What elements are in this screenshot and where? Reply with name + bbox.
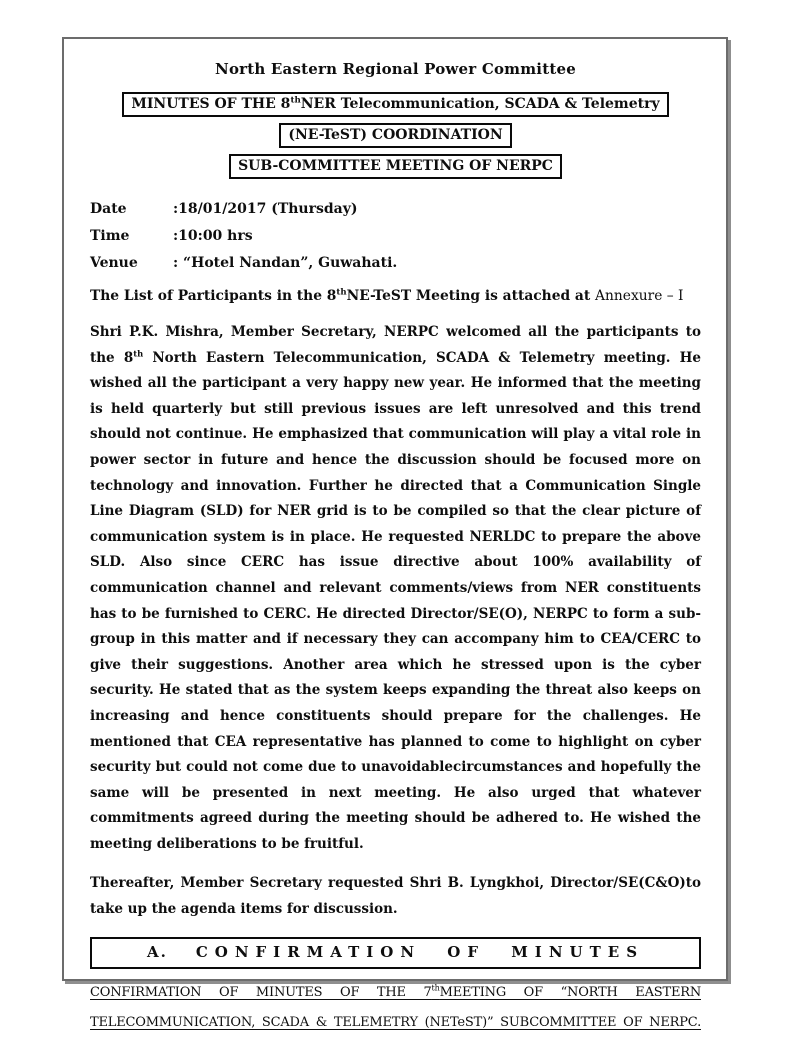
date-value: :18/01/2017 (Thursday) xyxy=(173,201,358,217)
ordinal-superscript: th xyxy=(290,95,301,106)
subheading-post: MEETING OF “NORTH EASTERN TELECOMMUNICATION, SCADA & TELEMETRY (NETeST)” SUBCOMMITTEE OF NERPC. xyxy=(90,984,701,1030)
section-a-prefix: A. xyxy=(146,942,168,961)
document-page xyxy=(62,37,728,1030)
venue-label: Venue xyxy=(90,255,138,271)
annexure-reference: Annexure – I xyxy=(595,288,684,304)
time-value: :10:00 hrs xyxy=(173,228,253,244)
section-a-heading-box xyxy=(90,937,701,969)
meta-row-venue xyxy=(90,250,701,277)
agenda-request-paragraph: Thereafter, Member Secretary requested Shri B. Lyngkhoi, Director/SE(C&O)to take up the agenda items for discussion. xyxy=(90,875,701,918)
org-title: North Eastern Regional Power Committee xyxy=(215,60,576,78)
meta-row-time xyxy=(90,223,701,250)
title-block xyxy=(90,92,701,179)
ordinal-superscript: th xyxy=(336,287,347,298)
participants-pre: The List of Participants in the 8 xyxy=(90,288,337,304)
minutes-title-post: NER Telecommunication, SCADA & Telemetry xyxy=(300,96,660,112)
meeting-meta xyxy=(90,196,701,277)
opening-paragraph-pre: Shri P.K. Mishra, Member Secretary, NERPC welcomed all the participants to the 8 xyxy=(90,324,701,366)
minutes-title-pre: MINUTES OF THE 8 xyxy=(131,96,291,112)
participants-line xyxy=(90,288,701,304)
participants-mid: NE-TeST Meeting is attached at xyxy=(346,288,596,304)
subcommittee-title-box: SUB-COMMITTEE MEETING OF NERPC xyxy=(229,154,562,179)
ordinal-superscript: th xyxy=(133,348,144,359)
minutes-title-box xyxy=(122,92,668,117)
section-a-label: CONFIRMATION OF MINUTES xyxy=(195,942,645,961)
opening-paragraph xyxy=(90,320,701,857)
opening-paragraph-post: North Eastern Telecommunication, SCADA & Telemetry meeting. He wished all the participant a very happy new year. He informed that the meeting is held quarterly but still previous issues are left unresolved and this trend should not continue. He emphasized that communication will play a vital role in power sector in future and hence the discussion should be focused more on technology and innovation. Further he directed that a Communication Single Line Diagram (SLD) for NER grid is to be compiled so that the clear picture of communication system is in place. He requested NERLDC to prepare the above SLD. Also since CERC has issue directive about 100% availability of communication channel and relevant comments/views from NER constituents has to be furnished to CERC. He directed Director/SE(O), NERPC to form a sub-group in this matter and if necessary they can accompany him to CEA/CERC to give their suggestions. Another area which he stressed upon is the cyber security. He stated that as the system keeps expanding the threat also keeps on increasing and hence constituents should prepare for the challenges. He mentioned that CEA representative has planned to come to highlight on cyber security but could not come due to unavoidablecircumstances and hopefully the same will be presented in next meeting. He also urged that whatever commitments agreed during the meeting should be adhered to. He wished the meeting deliberations to be fruitful. xyxy=(90,349,702,852)
date-label: Date xyxy=(90,201,127,217)
section-a-subheading xyxy=(90,978,701,1038)
meta-row-date xyxy=(90,196,701,223)
coordination-title-box: (NE-TeST) COORDINATION xyxy=(279,123,511,148)
time-label: Time xyxy=(90,228,130,244)
ordinal-superscript: th xyxy=(431,983,440,993)
subheading-pre: CONFIRMATION OF MINUTES OF THE 7 xyxy=(90,984,432,1000)
venue-value: : “Hotel Nandan”, Guwahati. xyxy=(173,255,398,271)
